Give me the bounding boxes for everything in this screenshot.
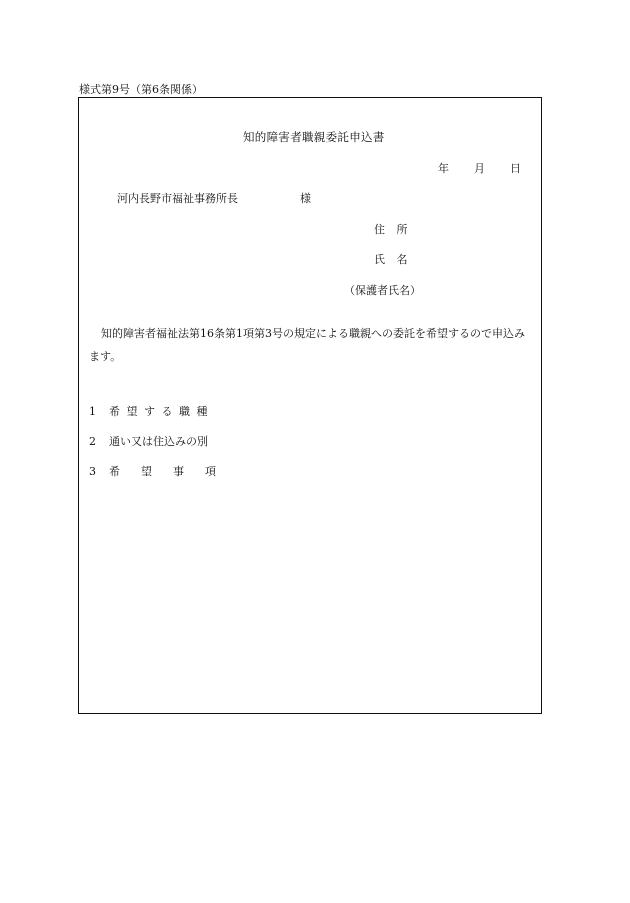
- document-title: 知的障害者職親委託申込書: [243, 130, 385, 144]
- name-label: 氏 名: [374, 253, 408, 266]
- date-day-label: 日: [510, 162, 521, 175]
- item-label-commute-or-live-in: 通い又は住込みの別: [109, 435, 208, 448]
- list-item: [89, 433, 208, 449]
- date-month-label: 月: [474, 162, 485, 175]
- item-label-desired-job: 希望する職種: [109, 405, 214, 418]
- item-number: 1: [89, 405, 96, 418]
- item-label-requests: 希望事項: [109, 465, 237, 478]
- honorific: 様: [300, 192, 311, 205]
- application-body-text: 知的障害者福祉法第16条第1項第3号の規定による職親への委託を希望するので申込みます。: [89, 327, 525, 363]
- guardian-name-label: （保護者氏名）: [344, 284, 421, 297]
- list-item: [89, 403, 214, 419]
- address-label: 住 所: [374, 223, 408, 236]
- form-number: 様式第9号（第6条関係）: [79, 83, 203, 96]
- item-number: 3: [89, 465, 96, 478]
- date-year-label: 年: [438, 162, 449, 175]
- addressee: 河内長野市福祉事務所長: [117, 192, 238, 205]
- item-number: 2: [89, 435, 96, 448]
- list-item: [89, 463, 237, 479]
